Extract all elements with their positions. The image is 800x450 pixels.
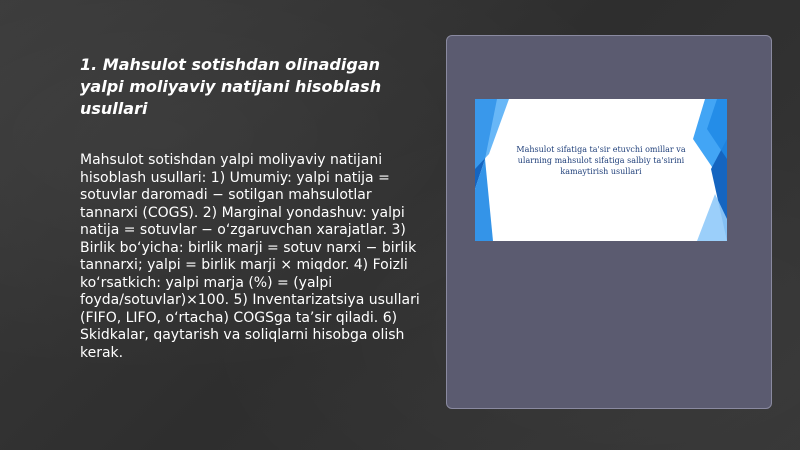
slide-body-text: Mahsulot sotishdan yalpi moliyaviy natijani hisoblash usullari: 1) Umumiy: yalpi natija = sotuvlar daromadi − sotilgan mahsulotlar tannarxi (COGS). 2) Marginal yondashuv: yalpi natija = sotuvlar − o‘zgaruvchan xarajatlar. 3) Birlik bo‘yicha: birlik marji = sotuv narxi − birlik tannarxi; yalpi = birlik marji × miqdor. 4) Foizli ko‘rsatkich: yalpi marja (%) = (yalpi foyda/sotuvlar)×100. 5) Inventarizatsiya usullari (FIFO, LIFO, o‘rtacha) COGSga ta’sir qiladi. 6) Skidkalar, qaytarish va soliqlarni hisobga olish kerak.	[80, 152, 420, 361]
image-panel	[446, 35, 772, 409]
left-accent-light	[475, 99, 509, 169]
slide-title: 1. Mahsulot sotishdan olinadigan yalpi moliyaviy natijani hisoblash usullari	[80, 55, 382, 118]
embedded-slide-image	[475, 99, 727, 241]
embedded-slide-text: Mahsulot sifatiga ta'sir etuvchi omillar va ularning mahsulot sifatiga salbiy ta'sirini kamaytirish usullari	[516, 145, 686, 176]
